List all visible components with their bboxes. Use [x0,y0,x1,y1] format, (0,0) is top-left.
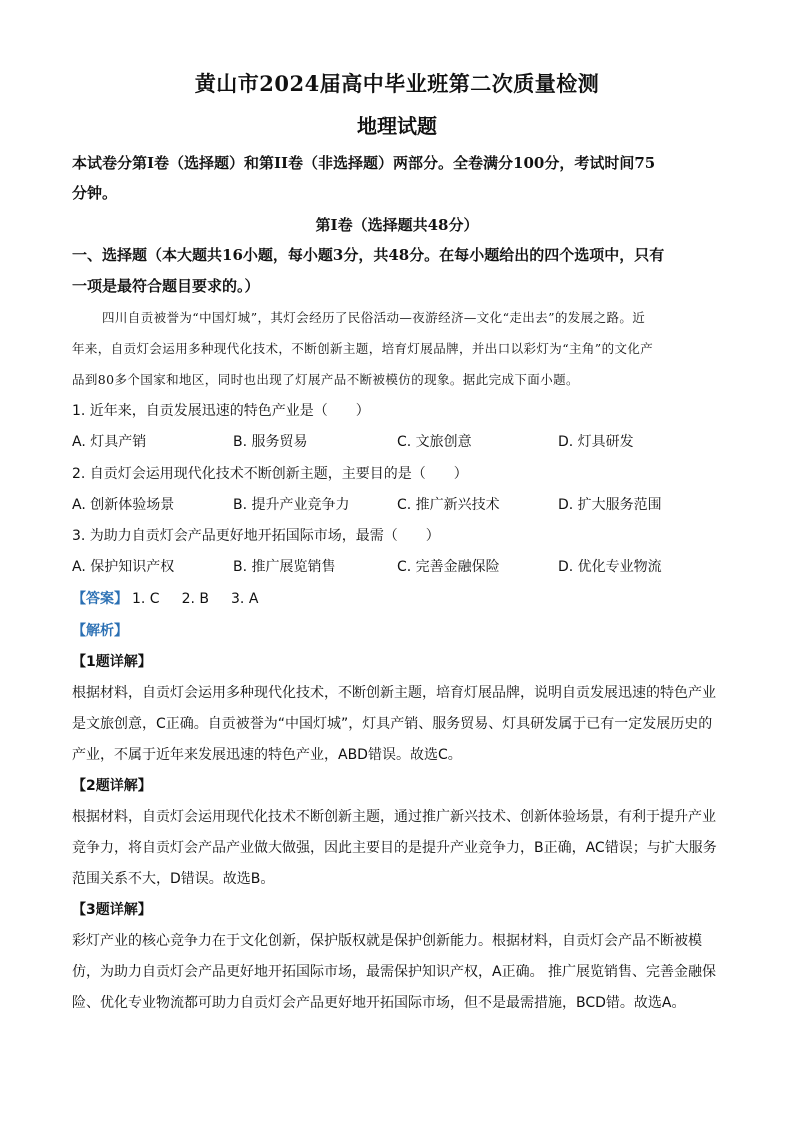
section-heading: 第I卷（选择题共48分） [315,216,479,234]
detail-2-line-1: 根据材料，自贡灯会运用现代化技术不断创新主题，通过推广新兴技术、创新体验场景，有利于提升产业 [72,809,716,825]
detail-3-label: 【3题详解】 [72,902,152,918]
material-line-3: 品到80多个国家和地区，同时也出现了灯展产品不断被模仿的现象。据此完成下面小题。 [72,372,579,387]
exam-subtitle: 地理试题 [357,114,437,138]
detail-3-line-2: 仿，为助力自贡灯会产品更好地开拓国际市场，最需保护知识产权，A正确。 推广展览销售、完善金融保 [72,964,717,980]
detail-3-line-3: 险、优化专业物流都可助力自贡灯会产品更好地开拓国际市场，但不是最需措施，BCD错。故选A。 [72,995,686,1011]
question-3-option-d: D. 优化专业物流 [558,559,662,575]
intro-line-2: 分钟。 [72,184,118,202]
question-2-option-d: D. 扩大服务范围 [558,497,662,513]
question-3-option-a: A. 保护知识产权 [72,559,175,575]
answer-1: 1. C [132,591,160,607]
analysis-label: 【解析】 [72,623,128,639]
answer-3: 3. A [231,591,259,607]
detail-1-line-1: 根据材料，自贡灯会运用多种现代化技术，不断创新主题，培育灯展品牌，说明自贡发展迅速的特色产业 [72,685,716,701]
exam-title: 黄山市2024届高中毕业班第二次质量检测 [194,71,600,96]
answer-row [72,588,280,608]
question-1-option-a: A. 灯具产销 [72,434,147,450]
detail-1-line-3: 产业，不属于近年来发展迅速的特色产业，ABD错误。故选C。 [72,747,462,763]
section-instruction-line-2: 一项是最符合题目要求的。） [72,277,260,295]
question-3-option-c: C. 完善金融保险 [397,559,500,575]
detail-2-label: 【2题详解】 [72,778,152,794]
detail-3-line-1: 彩灯产业的核心竞争力在于文化创新，保护版权就是保护创新能力。根据材料，自贡灯会产品不断被模 [72,933,702,949]
question-1-option-c: C. 文旅创意 [397,434,472,450]
question-1-option-b: B. 服务贸易 [233,434,308,450]
material-line-1: 四川自贡被誉为“中国灯城”，其灯会经历了民俗活动—夜游经济—文化“走出去”的发展之路。近 [102,310,646,325]
question-3-option-b: B. 推广展览销售 [233,559,336,575]
detail-2-line-3: 范围关系不大，D错误。故选B。 [72,871,275,887]
question-1-option-d: D. 灯具研发 [558,434,634,450]
question-2-stem: 2. 自贡灯会运用现代化技术不断创新主题，主要目的是（ ） [72,466,468,482]
material-line-2: 年来，自贡灯会运用多种现代化技术，不断创新主题，培育灯展品牌，并出口以彩灯为“主角”的文化产 [72,341,654,356]
intro-line-1: 本试卷分第I卷（选择题）和第II卷（非选择题）两部分。全卷满分100分，考试时间75 [72,154,656,172]
question-2-option-b: B. 提升产业竞争力 [233,497,350,513]
detail-1-line-2: 是文旅创意，C正确。自贡被誉为“中国灯城”，灯具产销、服务贸易、灯具研发属于已有一定发展历史的 [72,716,713,732]
question-1-stem: 1. 近年来，自贡发展迅速的特色产业是（ ） [72,403,370,419]
answer-label: 【答案】 [72,591,128,607]
detail-1-label: 【1题详解】 [72,654,152,670]
section-instruction-line-1: 一、选择题（本大题共16小题，每小题3分，共48分。在每小题给出的四个选项中，只有 [72,246,665,264]
question-2-option-c: C. 推广新兴技术 [397,497,500,513]
detail-2-line-2: 竞争力，将自贡灯会产品产业做大做强，因此主要目的是提升产业竞争力，B正确，AC错误；与扩大服务 [72,840,717,856]
question-2-option-a: A. 创新体验场景 [72,497,175,513]
question-3-stem: 3. 为助力自贡灯会产品更好地开拓国际市场，最需（ ） [72,528,440,544]
answer-2: 2. B [181,591,210,607]
